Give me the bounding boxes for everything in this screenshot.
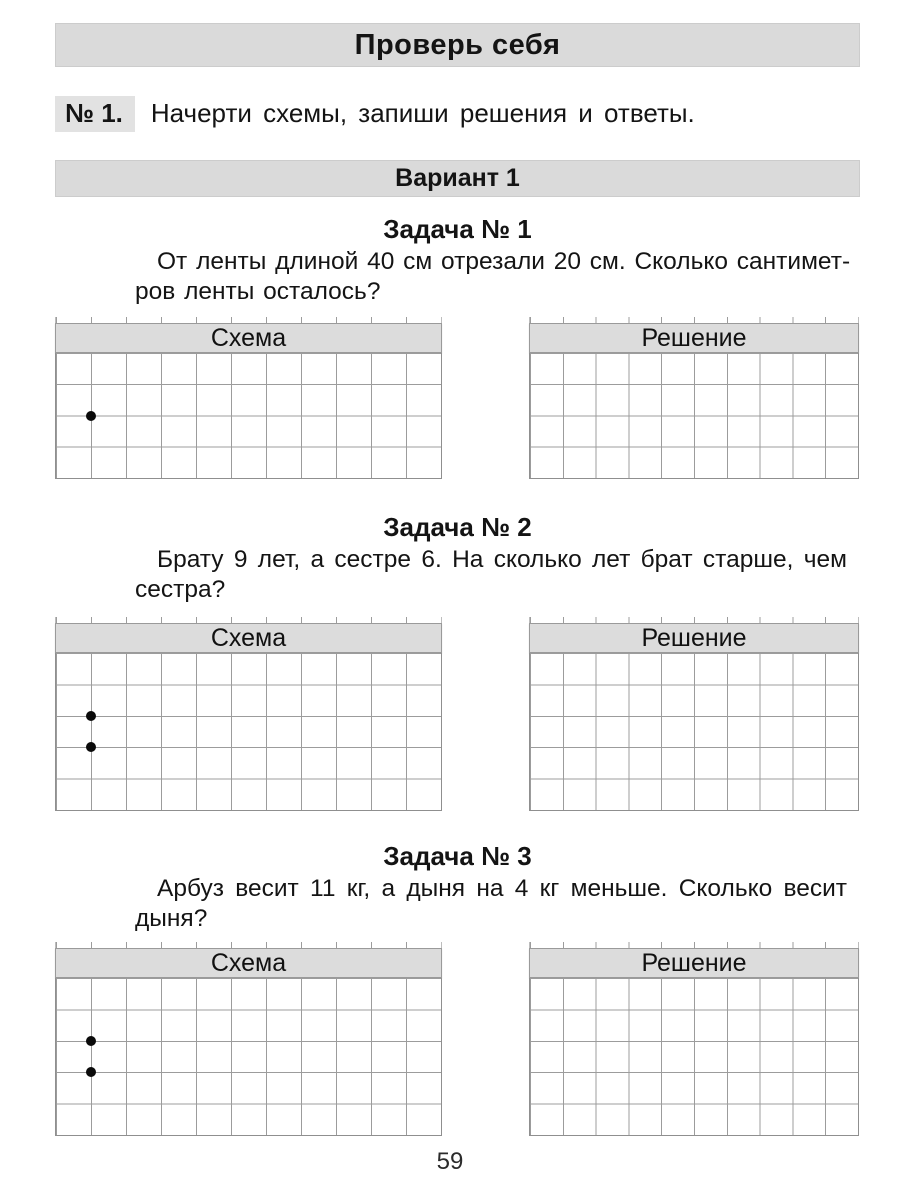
task-1-solution-box <box>529 317 859 479</box>
task-3-text-line-2: дыня? <box>135 905 208 932</box>
solution-grid <box>529 978 859 1136</box>
exercise-instruction: Начерти схемы, запиши решения и ответы. <box>150 98 695 128</box>
variant-heading: Вариант 1 <box>55 160 860 197</box>
schema-box-header: Схема <box>55 623 442 653</box>
task-1-schema-box <box>55 317 442 479</box>
task-2-text-line-2: сестра? <box>135 576 226 603</box>
task-2-solution-box <box>529 617 859 811</box>
task-3-solution-box <box>529 942 859 1136</box>
schema-dot <box>86 1036 96 1046</box>
task-3-text-line-1: Арбуз весит 11 кг, а дыня на 4 кг меньше. Сколько весит <box>157 875 847 902</box>
task-3-text <box>135 874 847 934</box>
exercise-row <box>55 96 695 131</box>
schema-grid <box>55 353 442 479</box>
schema-dot <box>86 1067 96 1077</box>
solution-grid <box>529 353 859 479</box>
schema-grid <box>55 978 442 1136</box>
schema-box-header: Схема <box>55 323 442 353</box>
schema-box-header: Схема <box>55 948 442 978</box>
solution-grid <box>529 653 859 811</box>
schema-dot <box>86 411 96 421</box>
schema-dot <box>86 742 96 752</box>
page-title: Проверь себя <box>55 23 860 67</box>
solution-box-header: Решение <box>529 623 859 653</box>
solution-box-header: Решение <box>529 948 859 978</box>
page-number: 59 <box>436 1148 464 1175</box>
schema-dot <box>86 711 96 721</box>
task-2-schema-box <box>55 617 442 811</box>
task-2-title: Задача № 2 <box>383 512 532 542</box>
task-1-title: Задача № 1 <box>383 214 532 244</box>
schema-grid <box>55 653 442 811</box>
task-2-text <box>135 545 847 605</box>
exercise-number-badge: № 1. <box>55 96 135 132</box>
solution-box-header: Решение <box>529 323 859 353</box>
task-3-schema-box <box>55 942 442 1136</box>
task-3-title: Задача № 3 <box>383 841 532 871</box>
task-2-text-line-1: Брату 9 лет, а сестре 6. На сколько лет брат старше, чем <box>157 546 847 573</box>
task-1-text-line-1: От ленты длиной 40 см отрезали 20 см. Сколько сантимет- <box>157 248 851 275</box>
task-1-text <box>135 247 851 307</box>
task-1-text-line-2: ров ленты осталось? <box>135 278 381 305</box>
